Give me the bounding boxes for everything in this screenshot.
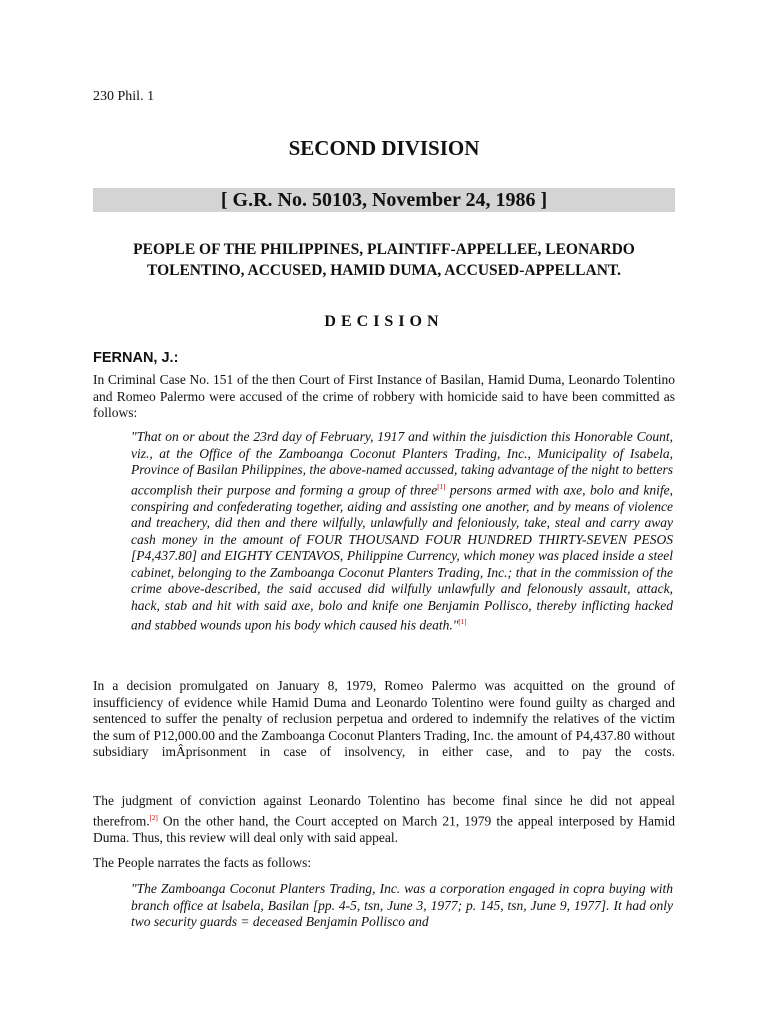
quoted-information	[131, 429, 673, 634]
footnote-link-1b[interactable]: [1]	[458, 618, 467, 626]
paragraph-3-text-2: On the other hand, the Court accepted on March 21, 1979 the appeal interposed by Hamid Duma. Thus, this review will deal only with said appeal.	[93, 813, 675, 845]
paragraph-1: In Criminal Case No. 151 of the then Court of First Instance of Basilan, Hamid Duma, Leonardo Tolentino and Romeo Palermo were accused of the crime of robbery with homicide said to have been committed as follows:	[93, 372, 675, 420]
case-number-banner	[93, 188, 675, 212]
ponente: FERNAN, J.:	[93, 350, 179, 366]
footnote-link-1[interactable]: [1]	[437, 482, 446, 491]
paragraph-2: In a decision promulgated on January 8, 1979, Romeo Palermo was acquitted on the ground of insufficiency of evidence while Hamid Duma and Leonardo Tolentino were found guilty as charged and sentenced to suffer the penalty of reclusion perpetua and ordered to indemnify the relatives of the victim the sum of P12,000.00 and the Zamboanga Coconut Planters Trading, Inc. the amount of P4,437.80 without subsidiary imÂprisonment in case of insolvency, in either case, and to pay the costs.	[93, 678, 675, 759]
decision-heading: DECISION	[324, 313, 444, 330]
paragraph-3-text-1: The judgment of conviction against Leonardo Tolentino has become final since he did not appeal therefrom.	[93, 793, 675, 828]
quote-text-1: "That on or about the 23rd day of February, 1917 and within the juisdiction this Honorable Count, viz., at the Office of the Zamboanga Coconut Planters Trading, Inc., Municipality of Isabela, Province of Basilan Philippines, the above-named accussed, taking advantage of the night to betters accomplish their purpose and forming a group of three	[131, 429, 674, 497]
footnote-link-2[interactable]: [2]	[149, 813, 158, 822]
case-number: [ G.R. No. 50103, November 24, 1986 ]	[220, 189, 548, 211]
division-heading: SECOND DIVISION	[288, 136, 480, 160]
citation-reference: 230 Phil. 1	[93, 89, 155, 104]
case-parties: PEOPLE OF THE PHILIPPINES, PLAINTIFF-APPELLEE, LEONARDO TOLENTINO, ACCUSED, HAMID DUMA, ACCUSED-APPELLANT.	[133, 241, 635, 279]
quote-text-2: persons armed with axe, bolo and knife, conspiring and confederating together, aiding and assisting one another, and by means of violence and treachery, did then and there wilfully, unlawfully and feloniously, take, steal and carry away cash money in the amount of FOUR THOUSAND FOUR HUNDRED THIRTY-SEVEN PESOS [P4,437.80] and EIGHTY CENTAVOS, Philippine Currency, which money was placed inside a steel cabinet, belonging to the Zamboanga Coconut Planters Trading, Inc.; that in the commission of the crime above-described, the said accused did wilfully unlawfully and felonously assault, attack, hack, stab and hit with said axe, bolo and knife one Benjamin Pollisco, thereby inflicting hacked and stabbed wounds upon his body which caused his death."	[131, 482, 673, 633]
quoted-facts: "The Zamboanga Coconut Planters Trading, Inc. was a corporation engaged in copra buying with branch office at lsabela, Basilan [pp. 4-5, tsn, June 3, 1977; p. 145, tsn, June 9, 1977]. It had only two security guards = deceased Benjamin Pollisco and	[131, 881, 673, 929]
paragraph-3	[93, 793, 675, 846]
paragraph-4: The People narrates the facts as follows:	[93, 855, 312, 870]
